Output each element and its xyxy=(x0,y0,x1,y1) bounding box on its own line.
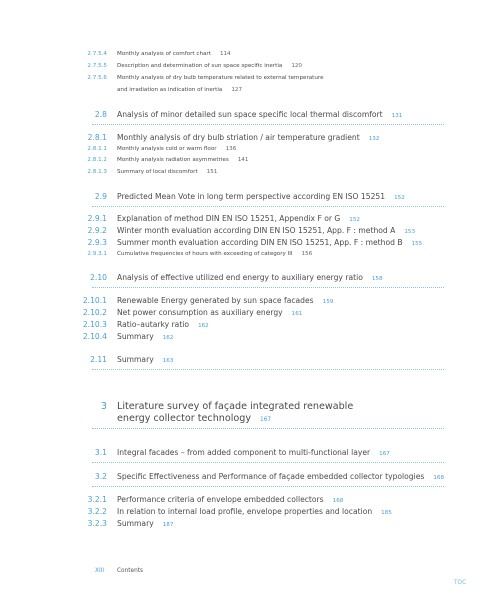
entry-title: Monthly analysis of comfort chart 114 xyxy=(117,51,231,57)
entry-page: 185 xyxy=(381,510,392,516)
entry-number: 2.10.2 xyxy=(82,308,107,317)
entry-title: Cumulative frequencies of hours with exceeding of category III 156 xyxy=(117,251,313,257)
entry-page: 141 xyxy=(237,157,249,163)
divider xyxy=(92,369,444,370)
entry-title: Analysis of effective utilized end energy to auxiliary energy ratio 158 xyxy=(117,273,383,282)
entry-number: 2.7.5.5 xyxy=(87,63,107,69)
entry-number: 2.7.5.4 xyxy=(87,51,107,57)
entry-number: 2.8 xyxy=(94,110,107,119)
entry-page: 187 xyxy=(162,522,174,528)
entry-title: and irradiation as indication of inertia 127 xyxy=(117,87,243,93)
entry-title: Monthly analysis of dry bulb temperature related to external temperature xyxy=(117,75,324,81)
entry-number: 2.8.1.2 xyxy=(87,157,107,163)
entry-number: 2.8.1.3 xyxy=(87,169,107,175)
entry-title: Net power consumption as auxiliary energy 161 xyxy=(117,308,303,317)
entry-number: 2.10.4 xyxy=(82,332,107,341)
entry-title: Summer month evaluation according DIN EN ISO 15251, App. F : method B 155 xyxy=(117,238,423,247)
entry-number: 2.10.3 xyxy=(82,320,107,329)
entry-number: 2.8.1 xyxy=(87,133,107,142)
entry-page: 162 xyxy=(198,323,209,329)
entry-page: 136 xyxy=(225,146,237,152)
entry-page: 127 xyxy=(231,87,243,93)
entry-title: Integral facades – from added component to multi-functional layer 167 xyxy=(117,448,390,457)
divider xyxy=(92,124,444,125)
entry-number: 2.10 xyxy=(90,273,107,282)
chapter-number: 3 xyxy=(100,401,107,412)
entry-page: 114 xyxy=(219,51,231,57)
footer-section-label: Contents xyxy=(117,568,144,574)
entry-page: 168 xyxy=(433,475,445,481)
entry-title: Analysis of minor detailed sun space specific local thermal discomfort 131 xyxy=(117,110,403,119)
entry-page: 155 xyxy=(411,241,423,247)
entry-title: Monthly analysis of dry bulb striation / air temperature gradient 132 xyxy=(117,133,380,142)
entry-title: Description and determination of sun space specific inertia 120 xyxy=(117,63,302,69)
entry-number: 2.11 xyxy=(90,355,107,364)
entry-number: 2.9.3 xyxy=(87,238,107,247)
entry-title: Summary 187 xyxy=(117,519,174,528)
entry-number: 3.2.1 xyxy=(87,495,107,504)
entry-page: 152 xyxy=(394,195,405,201)
entry-page: 151 xyxy=(206,169,218,175)
entry-number: 3.2.3 xyxy=(87,519,107,528)
entry-number: 2.10.1 xyxy=(82,296,107,305)
entry-title: Performance criteria of envelope embedded collectors 168 xyxy=(117,495,344,504)
entry-page: 167 xyxy=(260,417,272,423)
divider xyxy=(92,287,444,288)
entry-title: Winter month evaluation according DIN EN ISO 15251, App. F : method A 153 xyxy=(117,226,416,235)
entry-number: 2.9 xyxy=(94,192,107,201)
divider xyxy=(92,428,444,429)
entry-page: 156 xyxy=(301,251,313,257)
toc-link[interactable]: TOC xyxy=(454,580,467,586)
entry-page: 152 xyxy=(349,217,360,223)
entry-title: Summary 163 xyxy=(117,355,174,364)
entry-number: 2.8.1.1 xyxy=(87,146,107,152)
divider xyxy=(92,486,444,487)
entry-page: 131 xyxy=(391,113,403,119)
entry-page: 120 xyxy=(291,63,302,69)
entry-number: 2.9.3.1 xyxy=(87,251,107,257)
entry-title: Specific Effectiveness and Performance of façade embedded collector typologies 168 xyxy=(117,472,445,481)
chapter-title: Literature survey of façade integrated renewable xyxy=(117,401,354,412)
entry-page: 159 xyxy=(322,299,334,305)
entry-title: Monthly analysis cold or warm floor 136 xyxy=(117,146,237,152)
entry-page: 158 xyxy=(371,276,383,282)
entry-number: 2.7.5.6 xyxy=(87,75,107,81)
entry-page: 161 xyxy=(291,311,303,317)
entry-title: Monthly analysis radiation asymmetries 141 xyxy=(117,157,249,163)
entry-title: Ratio–autarky ratio 162 xyxy=(117,320,209,329)
entry-title: In relation to internal load profile, envelope properties and location 185 xyxy=(117,507,392,516)
entry-title: Summary of local discomfort 151 xyxy=(117,169,218,175)
entry-number: 3.1 xyxy=(94,448,107,457)
entry-page: 162 xyxy=(162,335,174,341)
divider xyxy=(92,206,444,207)
entry-title: Renewable Energy generated by sun space facades 159 xyxy=(117,296,334,305)
chapter-title: energy collector technology 167 xyxy=(117,413,272,424)
entry-number: 2.9.2 xyxy=(87,226,107,235)
entry-title: Explanation of method DIN EN ISO 15251, Appendix F or G 152 xyxy=(117,214,360,223)
entry-page: 132 xyxy=(368,136,380,142)
entry-page: 153 xyxy=(404,229,416,235)
entry-title: Predicted Mean Vote in long term perspective according EN ISO 15251 152 xyxy=(117,192,405,201)
entry-page: 163 xyxy=(162,358,174,364)
entry-number: 3.2 xyxy=(94,472,107,481)
entry-page: 168 xyxy=(332,498,344,504)
entry-number: 3.2.2 xyxy=(87,507,107,516)
entry-title: Summary 162 xyxy=(117,332,174,341)
entry-page: 167 xyxy=(379,451,390,457)
entry-number: 2.9.1 xyxy=(87,214,107,223)
footer-page-number: XIII xyxy=(95,568,105,574)
divider xyxy=(92,462,444,463)
